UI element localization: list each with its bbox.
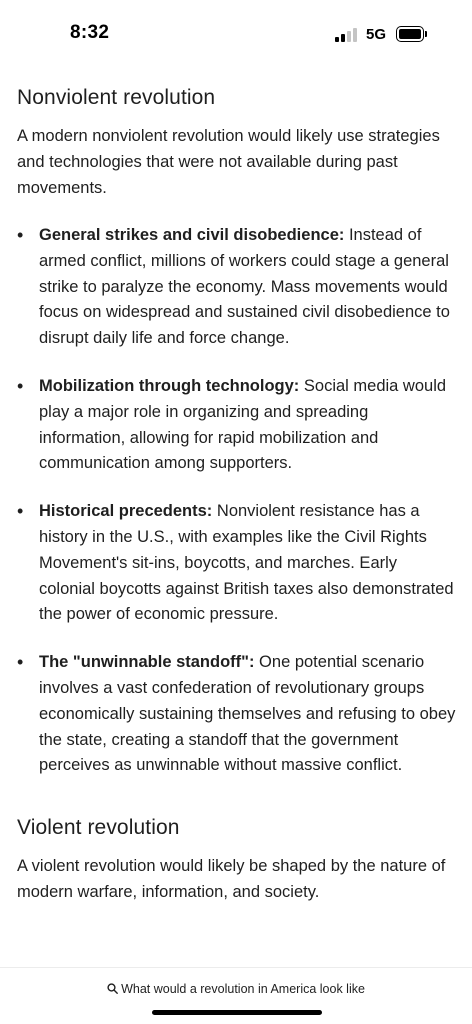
section-intro-nonviolent: A modern nonviolent revolution would likely use strategies and technologies that were not available during past movements. [17,127,440,197]
status-time: 8:32 [70,22,110,43]
list-item [17,650,457,779]
list-item [17,499,457,628]
search-query-text: What would a revolution in America look like [121,982,365,996]
bullet-icon: • [17,225,24,245]
signal-icon [335,28,359,42]
list-item-text: Social media would play a major role in organizing and spreading information, allowing for rapid mobilization and communication among supporters. [39,376,447,473]
section-intro-violent: A violent revolution would likely be shaped by the nature of modern warfare, information, and society. [17,857,446,902]
section-heading-violent: Violent revolution [17,816,180,840]
list-item-term: Historical precedents: [39,502,213,521]
search-icon [107,983,118,994]
bullet-icon: • [17,501,24,522]
bullet-list [17,223,457,779]
bottom-search-bar[interactable] [0,967,472,1024]
list-item-text: Instead of armed conflict, millions of workers could stage a general strike to paralyze the economy. Mass movements would focus on widespread and sustained civil disobedience to disrupt daily life and force change. [39,226,450,348]
article [17,83,457,905]
list-item-term: Mobilization through technology: [39,376,300,395]
list-item [17,223,457,352]
list-item-term: The "unwinnable standoff": [39,653,255,672]
bullet-icon: • [17,375,24,396]
battery-icon [396,26,424,42]
section-violent [17,813,457,905]
list-item-term: General strikes and civil disobedience: [39,226,345,244]
battery-tip [425,31,427,37]
search-query-row[interactable] [0,982,472,996]
home-indicator[interactable] [152,1010,322,1015]
status-bar [0,0,472,64]
section-heading-nonviolent: Nonviolent revolution [17,86,216,109]
network-label: 5G [366,26,387,43]
list-item-text: One potential scenario involves a vast confederation of revolutionary groups economically sustaining themselves and refusing to obey the state, creating a standoff that the government perceives as unwinnable without massive conflict. [39,653,456,775]
bullet-icon: • [17,652,24,673]
list-item-text: Nonviolent resistance has a history in the U.S., with examples like the Civil Rights Movement's sit-ins, boycotts, and marches. Early colonial boycotts against British taxes also demonstrated the power of economic pressure. [39,502,454,624]
list-item [17,374,457,477]
